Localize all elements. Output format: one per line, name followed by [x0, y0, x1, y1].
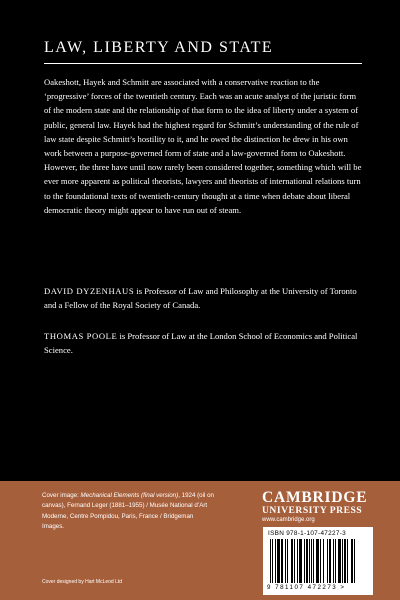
- author-bio-text: is Professor of Law and Philosophy at the University of Toronto and a Fellow of the Royal Society of Canada.: [44, 286, 357, 311]
- barcode-number: 9 781107 472273 >: [267, 584, 346, 591]
- author-name: THOMAS POOLE: [44, 331, 118, 341]
- artwork-title: Mechanical Elements (final version): [80, 492, 179, 499]
- barcode-graphic: [270, 539, 366, 583]
- cover-image-credit: [42, 491, 217, 533]
- author-bio-dyzenhaus: [44, 284, 362, 312]
- author-bio-text: is Professor of Law at the London School of Economics and Political Science.: [44, 331, 358, 356]
- credit-details: , 1924 (oil on canvas), Fernand Leger (1881–1955) / Musée National d’Art Moderne, Centre Pompidou, Paris, France / Bridgeman Images.: [42, 492, 214, 531]
- author-name: DAVID DYZENHAUS: [44, 286, 135, 296]
- publisher-name: CAMBRIDGE: [262, 489, 368, 506]
- credit-prefix: Cover image:: [42, 492, 81, 499]
- title-rule: [44, 63, 362, 64]
- book-description: Oakeshott, Hayek and Schmitt are associated with a conservative reaction to the ‘progressive’ forces of the twentieth century. Each was an acute analyst of the juristic form of the modern state and the relationship of that form to the idea of liberty under a system of public, general law. Hayek had the highest regard for Schmitt’s understanding of the rule of law state despite Schmitt’s hostility to it, and he owed the distinction he drew in his own work between a purpose-governed form of state and a law-governed form to Oakeshott. However, the three have until now rarely been considered together, something which will be ever more apparent as political theorists, lawyers and theorists of international relations turn to the foundational texts of twentieth-century thought at a time when debate about liberal democratic theory might appear to have run out of steam.: [44, 77, 362, 215]
- author-bio-poole: [44, 329, 362, 357]
- book-title: LAW, LIBERTY AND STATE: [44, 39, 274, 56]
- barcode-panel: [263, 527, 373, 595]
- publisher-logo: [262, 490, 374, 525]
- publisher-subtitle: UNIVERSITY PRESS: [262, 505, 363, 516]
- cover-designer-credit: Cover designed by Hart McLeod Ltd: [42, 579, 123, 585]
- footer-band: [0, 481, 400, 600]
- isbn-label: ISBN 978-1-107-47227-3: [268, 530, 347, 537]
- publisher-url: www.cambridge.org: [262, 517, 315, 523]
